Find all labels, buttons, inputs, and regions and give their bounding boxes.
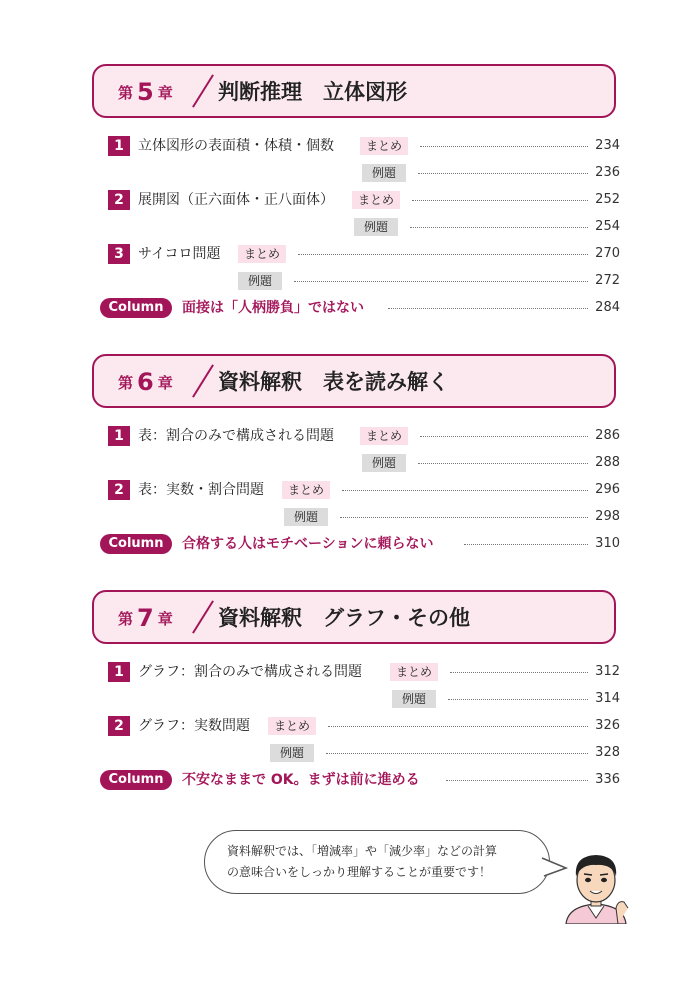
dotted-leader [410,227,588,228]
summary-tag: まとめ [390,663,438,681]
summary-tag: まとめ [268,717,316,735]
column-entry[interactable] [100,533,620,555]
dotted-leader [342,490,588,491]
page-number: 326 [595,718,620,733]
example-tag: 例題 [238,272,282,290]
dotted-leader [418,173,588,174]
speech-bubble [204,830,550,894]
summary-tag: まとめ [360,427,408,445]
section-number-badge: 2 [108,190,130,210]
chapter-title: 資料解釈 表を読み解く [218,370,449,394]
slash-divider [192,600,214,633]
summary-tag: まとめ [352,191,400,209]
section-title: 表：実数・割合問題 [138,482,264,498]
dotted-leader [294,281,588,282]
toc-entry[interactable] [108,243,620,265]
section-title: グラフ：割合のみで構成される問題 [138,664,362,680]
dotted-leader [388,308,588,309]
column-title: 面接は「人柄勝負」ではない [182,300,364,316]
chapter-label: 第 7 章 [118,604,173,632]
toc-entry[interactable] [108,506,620,528]
section-title: サイコロ問題 [138,246,221,262]
page-number: 288 [595,455,620,470]
dotted-leader [450,672,588,673]
summary-tag: まとめ [238,245,286,263]
section-number-badge: 1 [108,662,130,682]
toc-entry[interactable] [108,189,620,211]
toc-entry[interactable] [108,216,620,238]
page-number: 270 [595,246,620,261]
example-tag: 例題 [362,164,406,182]
toc-entry[interactable] [108,742,620,764]
dotted-leader [418,463,588,464]
section-number-badge: 3 [108,244,130,264]
summary-tag: まとめ [282,481,330,499]
slash-divider [192,74,214,107]
page-number: 296 [595,482,620,497]
page-number: 336 [595,772,620,787]
dotted-leader [420,436,588,437]
example-tag: 例題 [392,690,436,708]
toc-entry[interactable] [108,715,620,737]
toc-entry[interactable] [108,425,620,447]
dotted-leader [340,517,588,518]
dotted-leader [446,780,588,781]
column-entry[interactable] [100,769,620,791]
chapter-6-header [92,354,616,408]
dotted-leader [448,699,588,700]
summary-tag: まとめ [360,137,408,155]
dotted-leader [412,200,588,201]
section-number-badge: 2 [108,480,130,500]
example-tag: 例題 [270,744,314,762]
toc-entry[interactable] [108,162,620,184]
page-number: 286 [595,428,620,443]
page-number: 272 [595,273,620,288]
section-number-badge: 1 [108,136,130,156]
toc-entry[interactable] [108,661,620,683]
page-number: 314 [595,691,620,706]
example-tag: 例題 [284,508,328,526]
toc-entry[interactable] [108,479,620,501]
column-title: 合格する人はモチベーションに頼らない [182,536,434,552]
toc-entry[interactable] [108,135,620,157]
section-number-badge: 1 [108,426,130,446]
column-entry[interactable] [100,297,620,319]
chapter-label: 第 6 章 [118,368,173,396]
dotted-leader [420,146,588,147]
example-tag: 例題 [354,218,398,236]
page-number: 284 [595,300,620,315]
dotted-leader [328,726,588,727]
chapter-7-header [92,590,616,644]
column-title: 不安なままで OK。まずは前に進める [182,772,420,788]
dotted-leader [298,254,588,255]
page-number: 234 [595,138,620,153]
column-badge: Column [100,534,172,554]
section-title: 展開図（正六面体・正八面体） [138,192,334,208]
page-number: 236 [595,165,620,180]
dotted-leader [464,544,588,545]
toc-entry[interactable] [108,270,620,292]
page-number: 310 [595,536,620,551]
speech-line-2: の意味合いをしっかり理解することが重要です！ [227,865,492,879]
speech-text [227,841,497,883]
chapter-5-header [92,64,616,118]
toc-entry[interactable] [108,688,620,710]
man-avatar-icon [556,844,636,924]
chapter-title: 資料解釈 グラフ・その他 [218,606,470,630]
page-number: 252 [595,192,620,207]
section-title: 表：割合のみで構成される問題 [138,428,334,444]
page-number: 298 [595,509,620,524]
slash-divider [192,364,214,397]
dotted-leader [326,753,588,754]
chapter-title: 判断推理 立体図形 [218,80,407,104]
section-number-badge: 2 [108,716,130,736]
column-badge: Column [100,298,172,318]
section-title: 立体図形の表面積・体積・個数 [138,138,334,154]
page-number: 312 [595,664,620,679]
page-number: 328 [595,745,620,760]
page-number: 254 [595,219,620,234]
toc-entry[interactable] [108,452,620,474]
speech-line-1: 資料解釈では、「増減率」や「減少率」などの計算 [227,844,498,858]
chapter-label: 第 5 章 [118,78,173,106]
column-badge: Column [100,770,172,790]
section-title: グラフ：実数問題 [138,718,250,734]
example-tag: 例題 [362,454,406,472]
